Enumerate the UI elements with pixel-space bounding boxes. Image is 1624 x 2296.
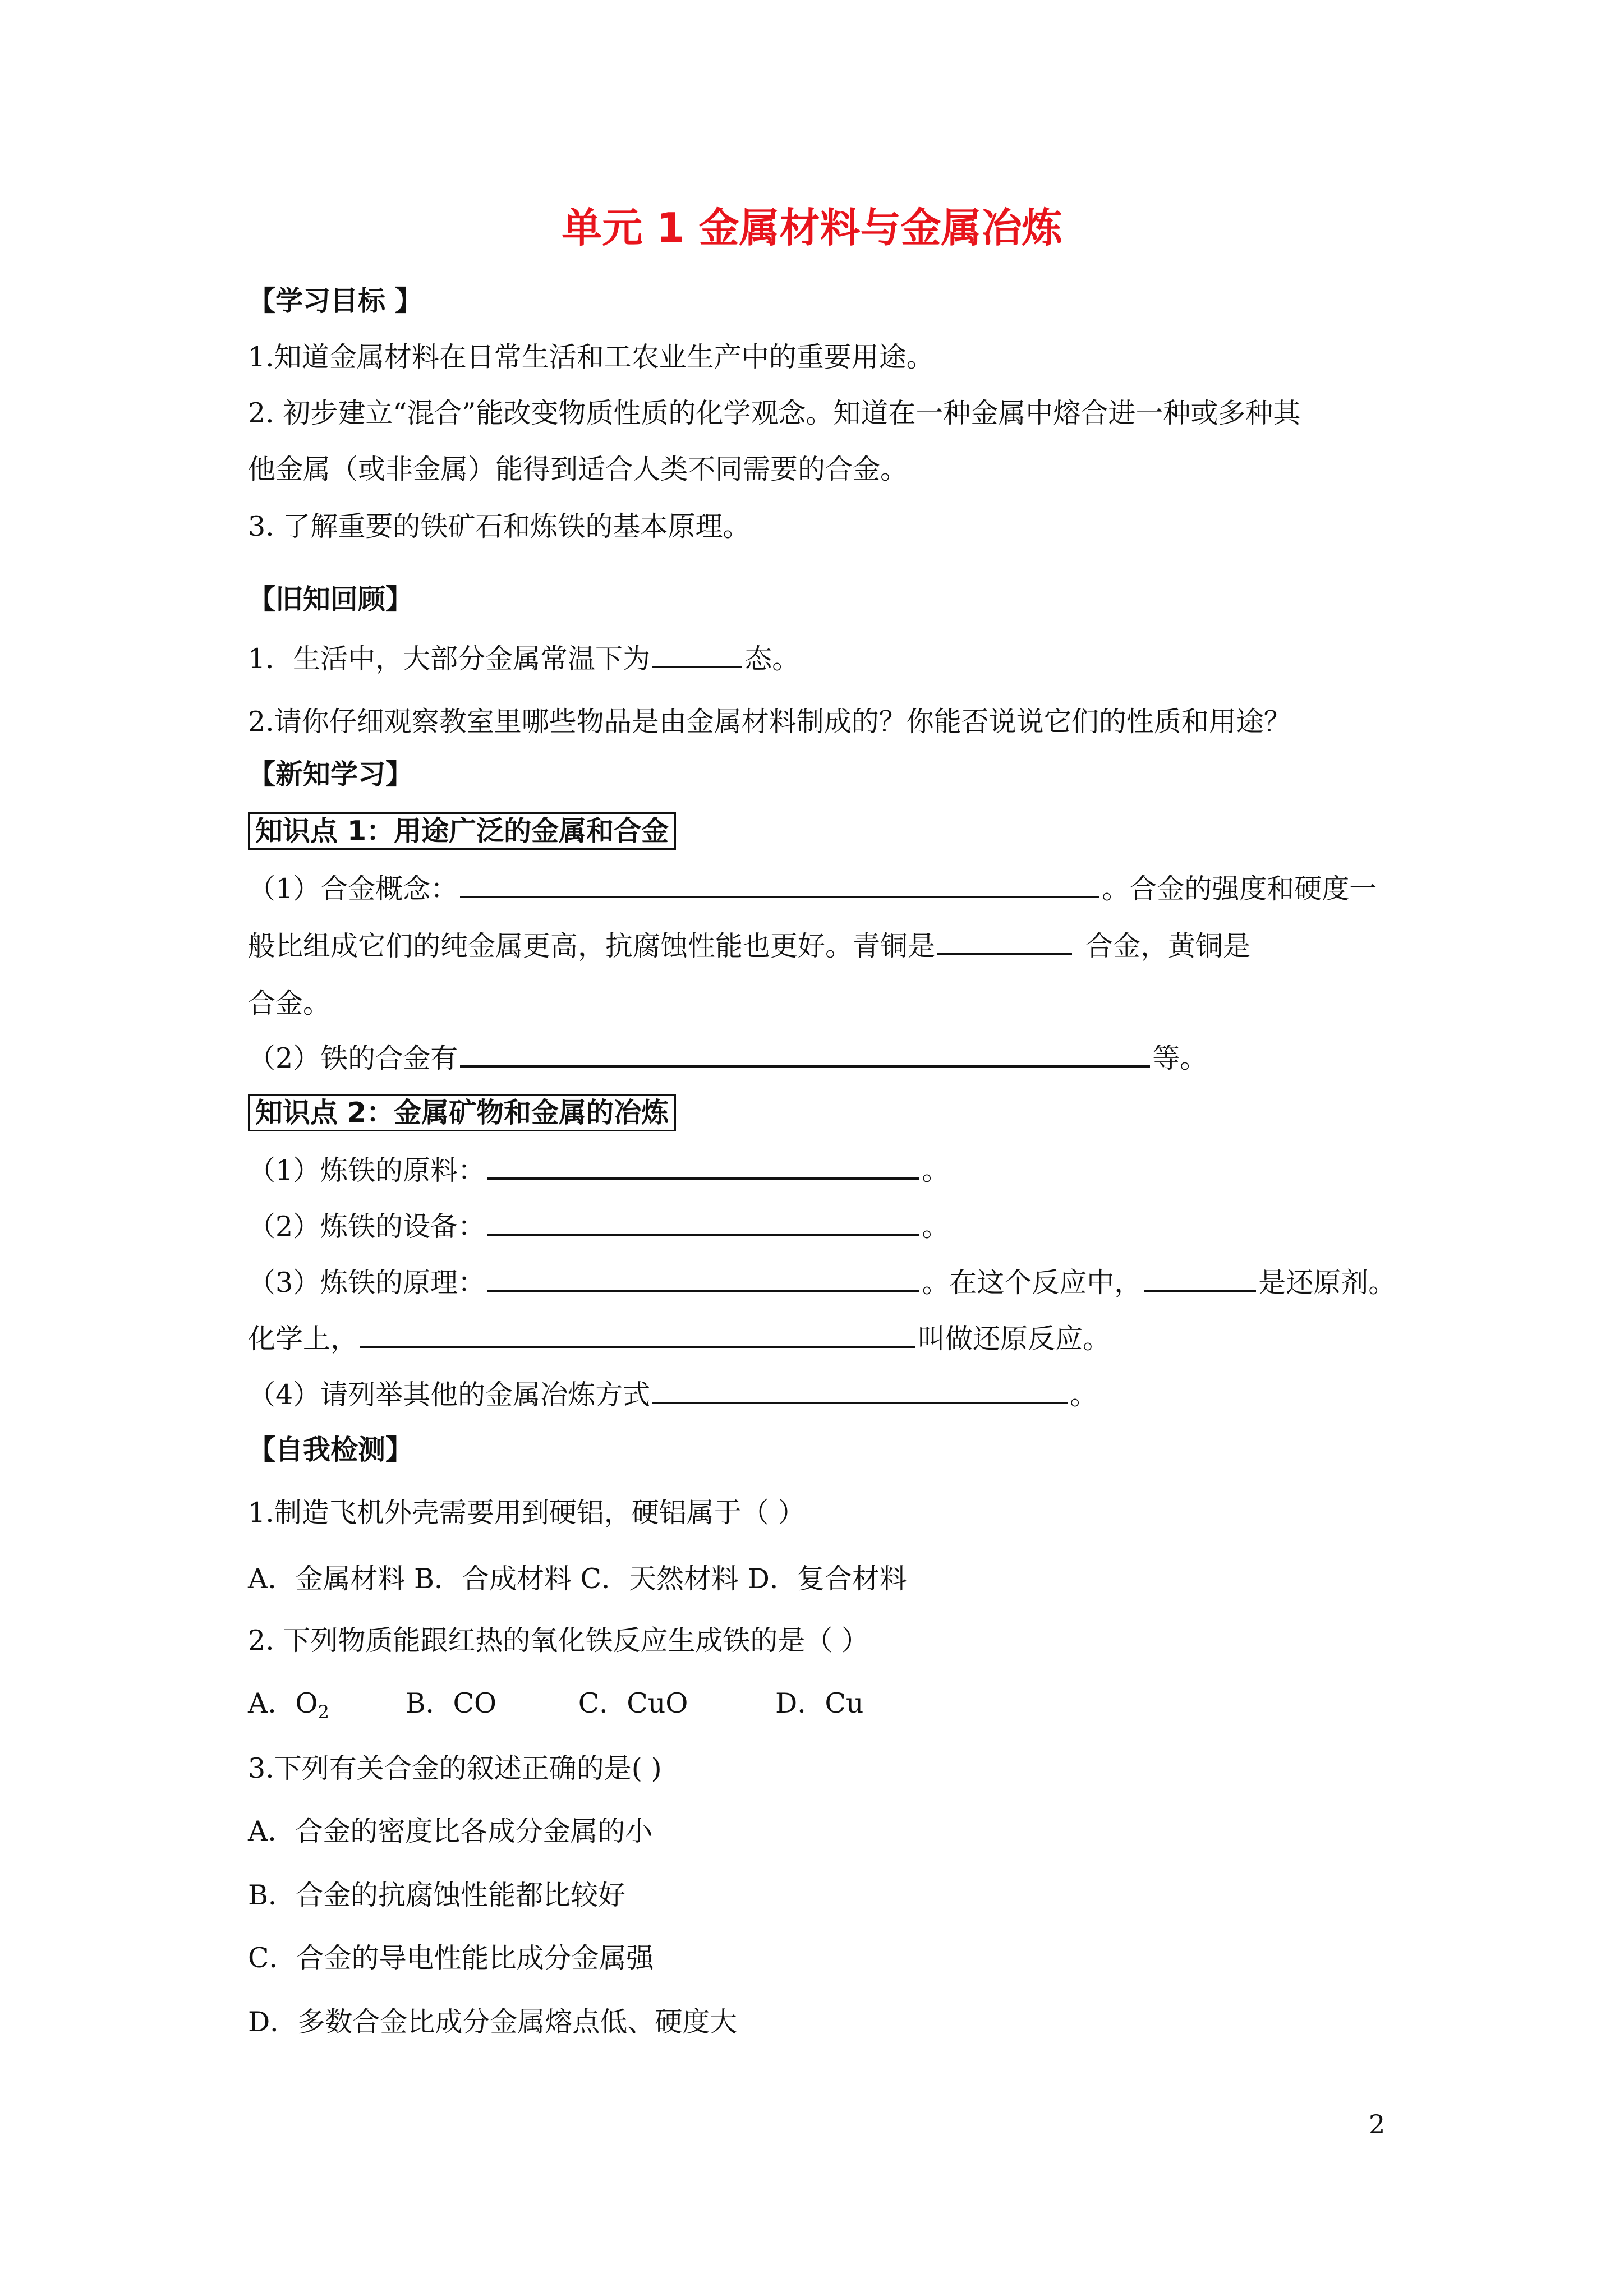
blank-line[interactable] xyxy=(652,1401,1068,1404)
blank-line[interactable] xyxy=(460,895,1099,898)
kp2-line-5 xyxy=(248,1381,1097,1409)
question-3-option-d[interactable]: D．多数合金比成分金属熔点低、硬度大 xyxy=(248,2006,738,2038)
kp1-text: 合金，黄铜是 xyxy=(1085,930,1251,962)
section-new-learning: 【新知学习】 xyxy=(248,758,413,790)
question-3: 3.下列有关合金的叙述正确的是( ) xyxy=(248,1752,662,1784)
review-2: 2.请你仔细观察教室里哪些物品是由金属材料制成的？你能否说说它们的性质和用途？ xyxy=(248,706,1291,738)
blank-line[interactable] xyxy=(487,1177,919,1180)
kp1-line-3: 合金。 xyxy=(248,987,331,1019)
kp2-line-1 xyxy=(248,1154,950,1186)
kp1-line-4 xyxy=(248,1042,1208,1074)
question-2-options xyxy=(248,1687,864,1723)
kp1-text: 等。 xyxy=(1152,1042,1208,1074)
kp2-text: （4）请列举其他的金属冶炼方式 xyxy=(248,1379,651,1411)
page-title: 单元 1 金属材料与金属冶炼 xyxy=(562,204,1062,251)
review-1-text: 1．生活中，大部分金属常温下为 xyxy=(248,643,651,675)
review-1-end: 态。 xyxy=(744,643,800,675)
kp1-text: （1）合金概念： xyxy=(248,873,458,905)
option-a-text: A．O xyxy=(248,1687,318,1719)
kp2-text: 是还原剂。 xyxy=(1258,1267,1396,1299)
page-number: 2 xyxy=(1369,2109,1386,2139)
option-c[interactable]: C．CuO xyxy=(578,1687,688,1719)
objective-2-line-2: 他金属（或非金属）能得到适合人类不同需要的合金。 xyxy=(248,453,908,485)
section-review: 【旧知回顾】 xyxy=(248,583,413,615)
option-b[interactable]: B．CO xyxy=(405,1687,497,1719)
question-3-option-b[interactable]: B．合金的抗腐蚀性能都比较好 xyxy=(248,1879,626,1911)
kp2-text: 。在这个反应中， xyxy=(922,1267,1142,1299)
kp1-line-2 xyxy=(248,932,1250,960)
kp2-text: （1）炼铁的原料： xyxy=(248,1154,486,1186)
kp1-text: 般比组成它们的纯金属更高，抗腐蚀性能也更好。青铜是 xyxy=(248,930,936,962)
section-objectives: 【学习目标 】 xyxy=(248,285,423,317)
kp1-text: 。合金的强度和硬度一 xyxy=(1102,873,1377,905)
blank-line[interactable] xyxy=(487,1289,919,1292)
knowledge-point-1-title: 知识点 1：用途广泛的金属和合金 xyxy=(248,812,676,850)
kp2-text: （3）炼铁的原理： xyxy=(248,1267,486,1299)
kp2-text: 。 xyxy=(922,1211,950,1243)
blank-line[interactable] xyxy=(652,665,742,668)
knowledge-point-2-title: 知识点 2：金属矿物和金属的冶炼 xyxy=(248,1094,676,1131)
objective-1: 1.知道金属材料在日常生活和工农业生产中的重要用途。 xyxy=(248,341,934,373)
question-1: 1.制造飞机外壳需要用到硬铝，硬铝属于（ ） xyxy=(248,1497,806,1529)
review-1 xyxy=(248,645,799,673)
kp2-line-2 xyxy=(248,1211,950,1243)
blank-line[interactable] xyxy=(937,953,1072,955)
question-2: 2. 下列物质能跟红热的氧化铁反应生成铁的是（ ） xyxy=(248,1625,869,1657)
kp1-text: （2）铁的合金有 xyxy=(248,1042,458,1074)
blank-line[interactable] xyxy=(460,1065,1150,1068)
objective-3: 3. 了解重要的铁矿石和炼铁的基本原理。 xyxy=(248,510,751,542)
kp2-text: （2）炼铁的设备： xyxy=(248,1211,486,1243)
kp2-line-3 xyxy=(248,1267,1396,1299)
kp2-line-4 xyxy=(248,1323,1111,1355)
objective-2-line-1: 2. 初步建立“混合”能改变物质性质的化学观念。知道在一种金属中熔合进一种或多种其 xyxy=(248,397,1301,429)
question-3-option-a[interactable]: A．合金的密度比各成分金属的小 xyxy=(248,1815,653,1847)
option-d[interactable]: D．Cu xyxy=(775,1687,864,1719)
option-a-subscript: 2 xyxy=(318,1701,329,1723)
blank-line[interactable] xyxy=(1144,1289,1256,1292)
kp2-text: 化学上， xyxy=(248,1323,358,1355)
blank-line[interactable] xyxy=(360,1345,915,1348)
kp2-text: 。 xyxy=(1070,1379,1098,1411)
question-1-options: A．金属材料 B．合成材料 C．天然材料 D．复合材料 xyxy=(248,1563,907,1595)
kp2-text: 。 xyxy=(922,1154,950,1186)
question-3-option-c[interactable]: C．合金的导电性能比成分金属强 xyxy=(248,1942,654,1974)
kp1-line-1 xyxy=(248,875,1377,903)
blank-line[interactable] xyxy=(487,1233,919,1236)
section-self-test: 【自我检测】 xyxy=(248,1434,413,1466)
kp2-text: 叫做还原反应。 xyxy=(918,1323,1111,1355)
option-a[interactable] xyxy=(248,1687,329,1723)
